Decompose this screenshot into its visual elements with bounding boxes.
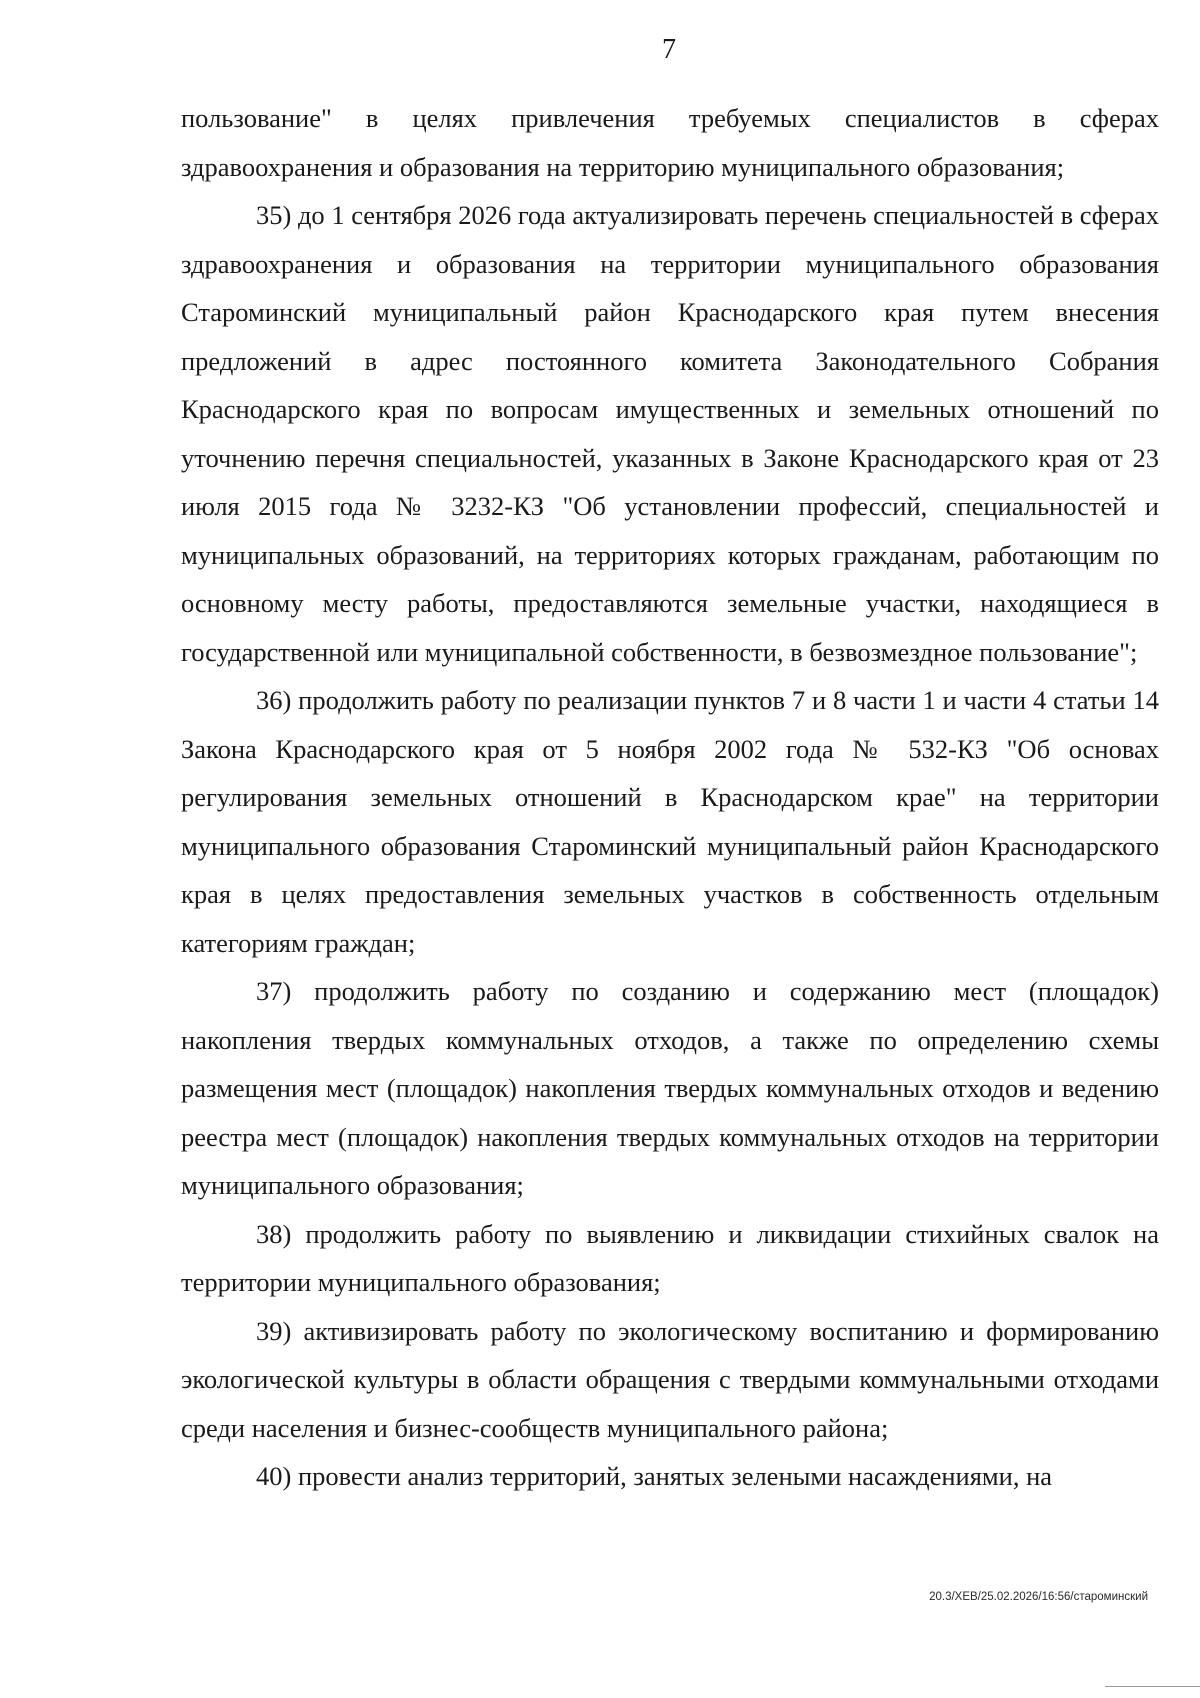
paragraph-item-37: 37) продолжить работу по созданию и содержанию мест (площадок) накопления твердых коммунальных отходов, а также по определению схемы размещения мест (площадок) накопления твердых коммунальных отходов и ведению реестра мест (площадок) накопления твердых коммунальных отходов на территории муниципального образования;: [181, 976, 1159, 1200]
paragraph-item-36: 36) продолжить работу по реализации пунктов 7 и 8 части 1 и части 4 статьи 14 Закона Краснодарского края от 5 ноября 2002 года № 532-КЗ "Об основах регулирования земельных отношений в Краснодарском крае" на территории муниципального образования Староминский муниципальный район Краснодарского края в целях предоставления земельных участков в собственность отдельным категориям граждан;: [181, 685, 1159, 958]
paragraph-item-40: 40) провести анализ территорий, занятых зелеными насаждениями, на: [256, 1461, 1053, 1491]
paragraph-item-39: 39) активизировать работу по экологическому воспитанию и формированию экологической культуры в области обращения с твердыми коммунальными отходами среди населения и бизнес-сообществ муниципального района;: [181, 1315, 1159, 1443]
scan-edge-divider: [1105, 1686, 1200, 1687]
document-body: [181, 94, 1159, 1501]
paragraph-item-38: 38) продолжить работу по выявлению и ликвидации стихийных свалок на территории муниципального образования;: [181, 1218, 1159, 1297]
page-number: 7: [662, 34, 676, 65]
paragraph-continuation: пользование" в целях привлечения требуемых специалистов в сферах здравоохранения и образования на территорию муниципального образования;: [181, 103, 1159, 182]
paragraph-item-35: 35) до 1 сентября 2026 года актуализировать перечень специальностей в сферах здравоохранения и образования на территории муниципального образования Староминский муниципальный район Краснодарского края путем внесения предложений в адрес постоянного комитета Законодательного Собрания Краснодарского края по вопросам имущественных и земельных отношений по уточнению перечня специальностей, указанных в Законе Краснодарского края от 23 июля 2015 года № 3232-КЗ "Об установлении профессий, специальностей и муниципальных образований, на территориях которых гражданам, работающим по основному месту работы, предоставляются земельные участки, находящиеся в государственной или муниципальной собственности, в безвозмездное пользование";: [181, 200, 1159, 667]
document-registration-stamp: 20.3/ХЕВ/25.02.2026/16:56/староминский: [929, 1591, 1148, 1603]
